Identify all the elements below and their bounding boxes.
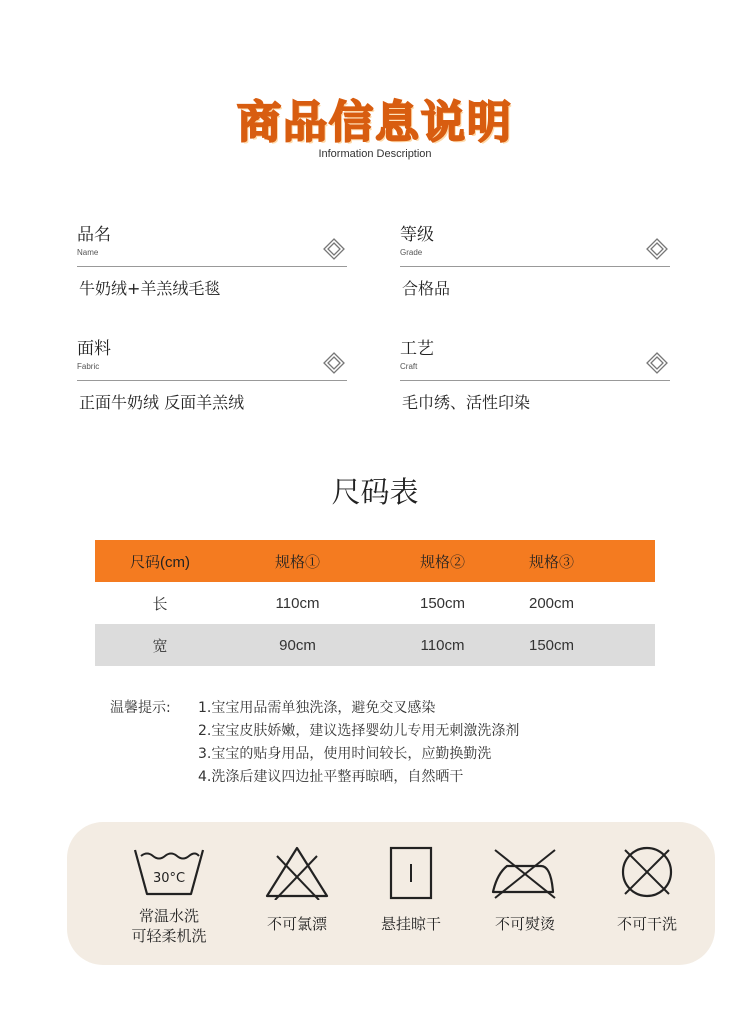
field-sublabel: Name [77, 248, 99, 257]
table-cell: 150cm [419, 594, 466, 612]
care-label: 不可氯漂 [266, 915, 327, 933]
care-label: 不可熨烫 [494, 915, 555, 933]
list-item: 1.宝宝用品需单独洗涤，避免交叉感染 [198, 700, 436, 716]
field-sublabel: Grade [400, 248, 423, 257]
size-table [95, 540, 655, 666]
care-item-hang-dry [361, 844, 461, 934]
field-value: 正面牛奶绒 反面羊羔绒 [79, 393, 245, 412]
no-iron-icon [485, 844, 565, 900]
header-cell: 尺码(cm) [130, 553, 190, 571]
list-item: 4.洗涤后建议四边扯平整再晾晒，自然晒干 [198, 769, 464, 785]
no-dry-clean-icon [607, 844, 687, 900]
table-cell: 110cm [420, 636, 465, 654]
table-cell: 200cm [529, 594, 575, 612]
table-cell: 150cm [529, 636, 575, 654]
care-item-no-iron [475, 844, 575, 934]
table-cell: 宽 [152, 637, 168, 655]
table-row [95, 582, 655, 624]
header-cell: 规格② [419, 553, 465, 571]
field-divider [77, 380, 347, 381]
care-item-hand-wash [119, 844, 219, 946]
header-cell: 规格① [274, 553, 320, 571]
size-table-header [95, 540, 655, 582]
field-value: 牛奶绒+羊羔绒毛毯 [79, 279, 221, 298]
diamond-icon [323, 352, 345, 374]
diamond-icon [323, 238, 345, 260]
tips-label: 温馨提示: [110, 700, 171, 716]
field-craft [400, 338, 670, 412]
field-label: 工艺 [400, 339, 434, 359]
field-divider [400, 266, 670, 267]
care-label: 不可干洗 [616, 915, 677, 933]
field-label: 等级 [400, 225, 434, 245]
field-grade [400, 224, 670, 298]
care-label: 常温水洗 可轻柔机洗 [131, 907, 207, 945]
table-cell: 90cm [279, 636, 316, 654]
field-divider [77, 266, 347, 267]
table-row [95, 624, 655, 666]
no-bleach-icon [257, 844, 337, 900]
field-value: 合格品 [402, 279, 451, 298]
tips-list [198, 697, 519, 789]
field-label: 品名 [77, 225, 111, 245]
wash-temperature: 30°C [152, 871, 186, 886]
diamond-icon [646, 352, 668, 374]
page-subtitle: Information Description [318, 148, 432, 160]
field-name [77, 224, 347, 298]
field-value: 毛巾绣、活性印染 [402, 393, 531, 412]
care-item-no-dry-clean [597, 844, 697, 934]
list-item: 3.宝宝的贴身用品，使用时间较长，应勤换勤洗 [198, 746, 492, 762]
field-sublabel: Fabric [77, 362, 100, 371]
care-instructions-panel [67, 822, 715, 965]
care-item-no-bleach [247, 844, 347, 934]
page-title: 商品信息说明 [237, 97, 513, 148]
care-label: 悬挂晾干 [380, 915, 441, 933]
diamond-icon [646, 238, 668, 260]
field-divider [400, 380, 670, 381]
field-fabric [77, 338, 347, 412]
hang-dry-icon [371, 844, 451, 900]
list-item: 2.宝宝皮肤娇嫩，建议选择婴幼儿专用无刺激洗涤剂 [198, 723, 520, 739]
field-label: 面料 [77, 339, 111, 359]
header-cell: 规格③ [529, 553, 575, 571]
table-cell: 110cm [275, 594, 320, 612]
field-sublabel: Craft [400, 362, 418, 371]
size-chart-title: 尺码表 [331, 475, 419, 509]
table-cell: 长 [152, 595, 168, 613]
hand-wash-30-icon [129, 844, 209, 900]
